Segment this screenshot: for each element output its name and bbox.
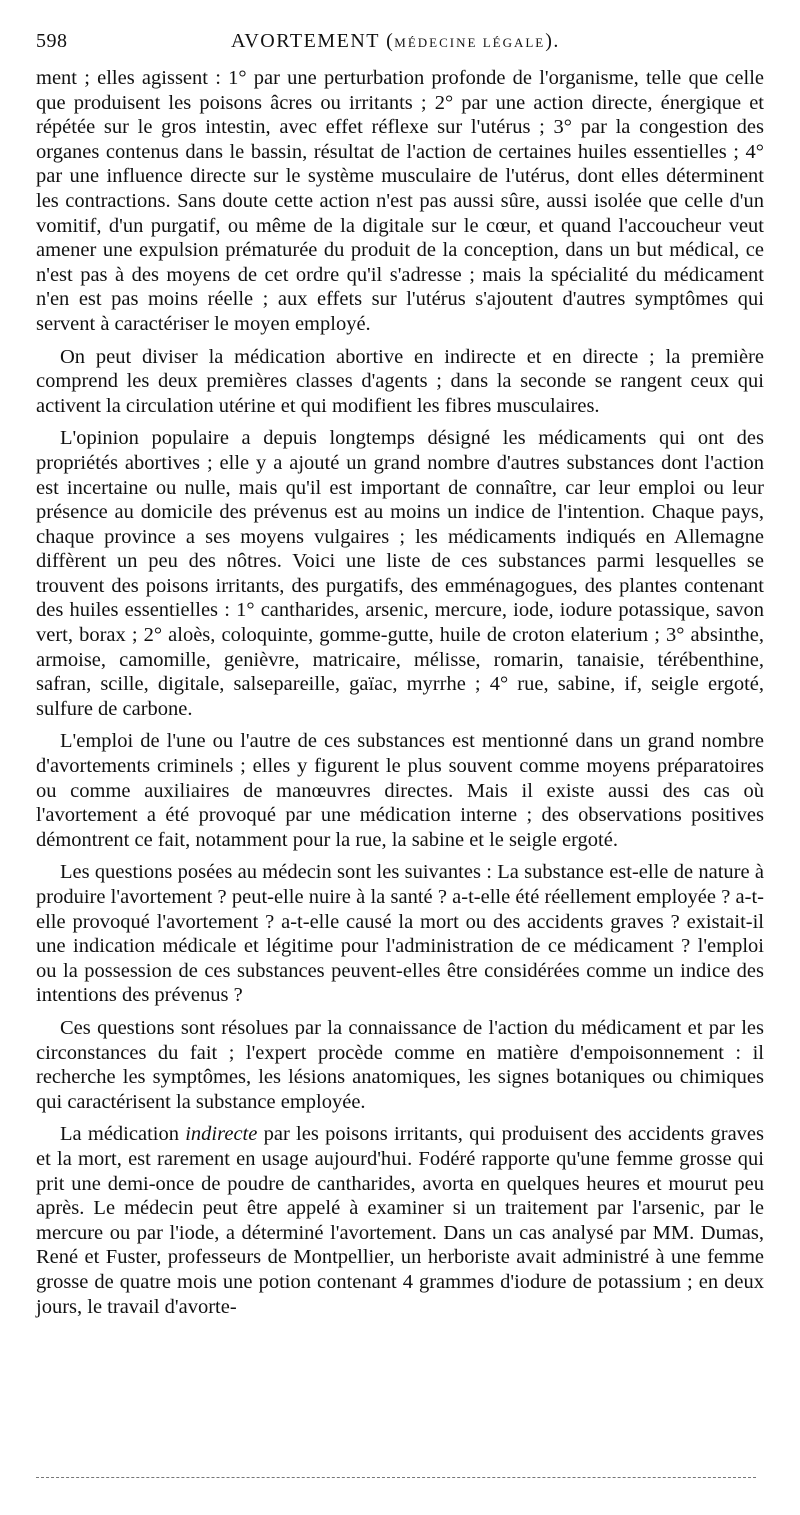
italic-term-indirecte: indirecte xyxy=(185,1123,258,1146)
paragraph-indirect-start: La médication xyxy=(60,1123,186,1146)
paragraph-indirect-medication xyxy=(36,1122,764,1319)
page-number: 598 xyxy=(36,30,68,52)
paragraph-popular-opinion: L'opinion populaire a depuis longtemps désigné les médicaments qui ont des propriétés abortives ; elle y a ajouté un grand nombre d'autres substances dont l'action est incertaine ou nulle, mais qu'il est important de connaître, car leur emploi ou leur présence au domicile des prévenus est au moins un indice de l'intention. Chaque pays, chaque province a ses moyens vulgaires ; les médicaments indiqués en Allemagne diffèrent un peu des nôtres. Voici une liste de ces substances parmi lesquelles se trouvent des poisons irritants, des purgatifs, des emménagogues, des plantes contenant des huiles essentielles : 1° cantharides, arsenic, mercure, iode, iodure potassique, savon vert, borax ; 2° aloès, coloquinte, gomme-gutte, huile de croton elaterium ; 3° absinthe, armoise, camomille, genièvre, matricaire, mélisse, romarin, tanaisie, térébenthine, safran, scille, digitale, salsepareille, gaïac, myrrhe ; 4° rue, sabine, if, seigle ergoté, sulfure de carbone. xyxy=(36,427,764,720)
running-title-main: AVORTEMENT xyxy=(231,30,380,52)
running-header xyxy=(36,30,764,66)
body-text xyxy=(36,66,764,1319)
paragraph-continuation: ment ; elles agissent : 1° par une perturbation profonde de l'organisme, telle que celle que produisent les poisons âcres ou irritants ; 2° par une action directe, énergique et répétée sur le gros intestin, avec effet réflexe sur l'utérus ; 3° par la congestion des organes contenus dans le bassin, résultat de l'action de certaines huiles essentielles ; 4° par une influence directe sur le système musculaire de l'utérus, dont elles déterminent les contractions. Sans doute cette action n'est pas aussi sûre, aussi isolée que celle d'un vomitif, d'un purgatif, ou même de la digitale sur le cœur, et quand l'accoucheur veut amener une expulsion prématurée du produit de la conception, dans un but médical, ce n'est pas à des moyens de cet ordre qu'il s'adresse ; mais la spécialité du médicament n'en est pas moins réelle ; aux effets sur l'utérus s'ajoutent d'autres symptômes qui servent à caractériser le moyen employé. xyxy=(36,67,764,335)
paragraph-criminal-use: L'emploi de l'une ou l'autre de ces substances est mentionné dans un grand nombre d'avortements criminels ; elles y figurent le plus souvent comme moyens préparatoires ou comme auxiliaires de manœuvres directes. Mais il existe aussi des cas où l'avortement a été provoqué par une médication interne ; des observations positives démontrent ce fait, notamment pour la rue, la sabine et le seigle ergoté. xyxy=(36,730,764,851)
paragraph-resolution: Ces questions sont résolues par la connaissance de l'action du médicament et par les circonstances du fait ; l'expert procède comme en matière d'empoisonnement : il recherche les symptômes, les lésions anatomiques, les signes botaniques ou chimiques qui caractérisent la substance employée. xyxy=(36,1016,764,1113)
footer-rule xyxy=(36,1477,756,1478)
paragraph-indirect-rest: par les poisons irritants, qui produisent des accidents graves et la mort, est rarement en usage aujourd'hui. Fodéré rapporte qu'une femme grosse qui prit une demi-once de poudre de cantharides, avorta en quelques heures et mourut peu après. Le médecin peut être appelé à examiner si un traitement par l'arsenic, par le mercure ou par l'iode, a déterminé l'avortement. Dans un cas analysé par MM. Dumas, René et Fuster, professeurs de Montpellier, un herboriste avait administré à une femme grosse de quatre mois une potion contenant 4 grammes d'iodure de potassium ; en deux jours, le travail d'avorte- xyxy=(36,1123,765,1318)
page xyxy=(36,30,764,1327)
paragraph-classification: On peut diviser la médication abortive en indirecte et en directe ; la première comprend les deux premières classes d'agents ; dans la seconde se rangent ceux qui activent la circulation utérine et qui modifient les fibres musculaires. xyxy=(36,345,764,417)
paragraph-questions: Les questions posées au médecin sont les suivantes : La substance est-elle de nature à produire l'avortement ? peut-elle nuire à la santé ? a-t-elle été réellement employée ? a-t-elle provoqué l'avortement ? a-t-elle causé la mort ou des accidents graves ? existait-il une indication médicale et légitime pour l'administration de ce médicament ? l'emploi ou la possession de ces substances peuvent-elles être considérées comme un indice des intentions des prévenus ? xyxy=(36,861,764,1007)
running-title-subtitle: MÉDECINE LÉGALE xyxy=(394,35,546,50)
running-title-close: ). xyxy=(545,30,560,52)
running-title xyxy=(231,30,560,53)
running-title-open: ( xyxy=(379,30,395,52)
